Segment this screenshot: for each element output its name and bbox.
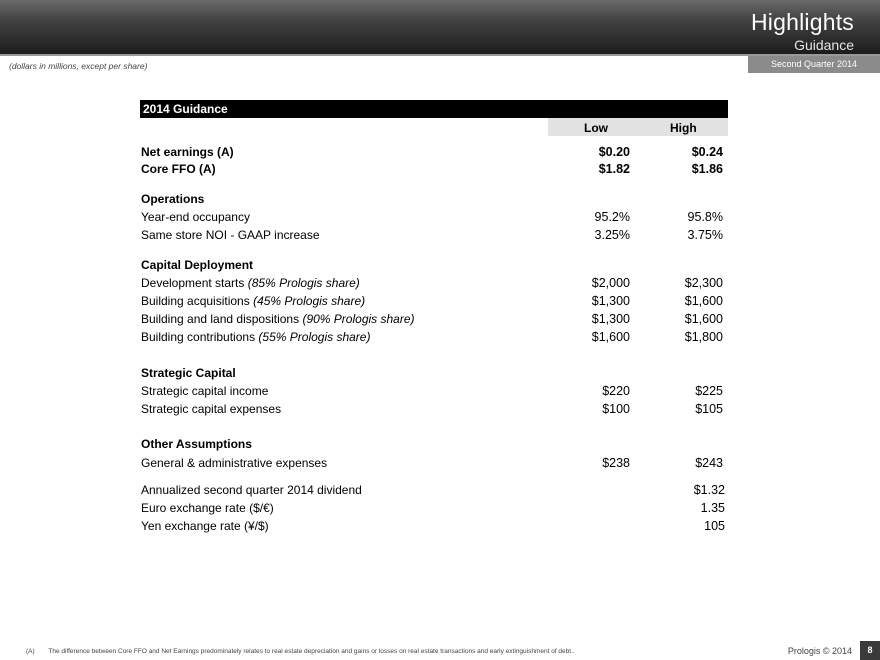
occupancy-label: Year-end occupancy [141, 210, 250, 224]
contributions-high: $1,800 [684, 330, 723, 344]
euro-value: 1.35 [700, 501, 725, 515]
core-ffo-low: $1.82 [598, 162, 630, 176]
occupancy-low: 95.2% [594, 210, 630, 224]
capital-heading: Capital Deployment [141, 258, 254, 272]
acquisitions-row [141, 294, 365, 308]
ga-label: General & administrative expenses [141, 456, 328, 470]
occupancy-high: 95.8% [687, 210, 723, 224]
dividend-label: Annualized second quarter 2014 dividend [141, 483, 362, 497]
core-ffo-high: $1.86 [691, 162, 723, 176]
contributions-row [141, 330, 370, 344]
strategic-income-label: Strategic capital income [141, 384, 269, 398]
same-store-high: 3.75% [687, 228, 723, 242]
strategic-expenses-low: $100 [602, 402, 630, 416]
dispositions-low: $1,300 [591, 312, 630, 326]
header-bar [0, 0, 880, 54]
table-title: 2014 Guidance [140, 100, 728, 118]
strategic-heading: Strategic Capital [141, 366, 236, 380]
units-note: (dollars in millions, except per share) [9, 61, 148, 71]
page-title: Highlights [751, 9, 854, 35]
ga-low: $238 [602, 456, 630, 470]
contributions-label: Building contributions [141, 330, 256, 344]
dev-starts-low: $2,000 [591, 276, 630, 290]
strategic-expenses-label: Strategic capital expenses [141, 402, 282, 416]
net-earnings-label: Net earnings (A) [141, 145, 234, 159]
col-header-low: Low [584, 121, 608, 135]
yen-value: 105 [704, 519, 725, 533]
column-header-band [548, 118, 728, 136]
col-header-high: High [670, 121, 697, 135]
dev-starts-label: Development starts [141, 276, 245, 290]
ga-high: $243 [695, 456, 723, 470]
dev-starts-row [141, 276, 360, 290]
page-number: 8 [860, 641, 880, 660]
dispositions-note: (90% Prologis share) [302, 312, 415, 326]
acquisitions-note: (45% Prologis share) [253, 294, 366, 308]
other-heading: Other Assumptions [141, 437, 252, 451]
operations-heading: Operations [141, 192, 205, 206]
footnote-label: (A) [26, 648, 35, 655]
strategic-income-high: $225 [695, 384, 723, 398]
dividend-value: $1.32 [693, 483, 725, 497]
acquisitions-label: Building acquisitions [141, 294, 250, 308]
contributions-note: (55% Prologis share) [258, 330, 371, 344]
strategic-income-low: $220 [602, 384, 630, 398]
dispositions-label: Building and land dispositions [141, 312, 300, 326]
yen-label: Yen exchange rate (¥/$) [141, 519, 269, 533]
footnote [26, 648, 575, 655]
contributions-low: $1,600 [591, 330, 630, 344]
page-subtitle: Guidance [794, 37, 854, 53]
dev-starts-note: (85% Prologis share) [247, 276, 360, 290]
same-store-low: 3.25% [594, 228, 630, 242]
acquisitions-low: $1,300 [591, 294, 630, 308]
net-earnings-low: $0.20 [598, 145, 630, 159]
dev-starts-high: $2,300 [684, 276, 723, 290]
footnote-text: The difference between Core FFO and Net Earnings predominately relates to real estate depreciation and gains or losses on real estate transactions and early extinguishment of debt.. [48, 648, 575, 655]
core-ffo-label: Core FFO (A) [141, 162, 216, 176]
euro-label: Euro exchange rate ($/€) [141, 501, 274, 515]
dispositions-row [141, 312, 415, 326]
period-badge: Second Quarter 2014 [748, 56, 880, 73]
dispositions-high: $1,600 [684, 312, 723, 326]
copyright: Prologis © 2014 [787, 646, 852, 656]
strategic-expenses-high: $105 [695, 402, 723, 416]
net-earnings-high: $0.24 [691, 145, 723, 159]
same-store-label: Same store NOI - GAAP increase [141, 228, 320, 242]
acquisitions-high: $1,600 [684, 294, 723, 308]
